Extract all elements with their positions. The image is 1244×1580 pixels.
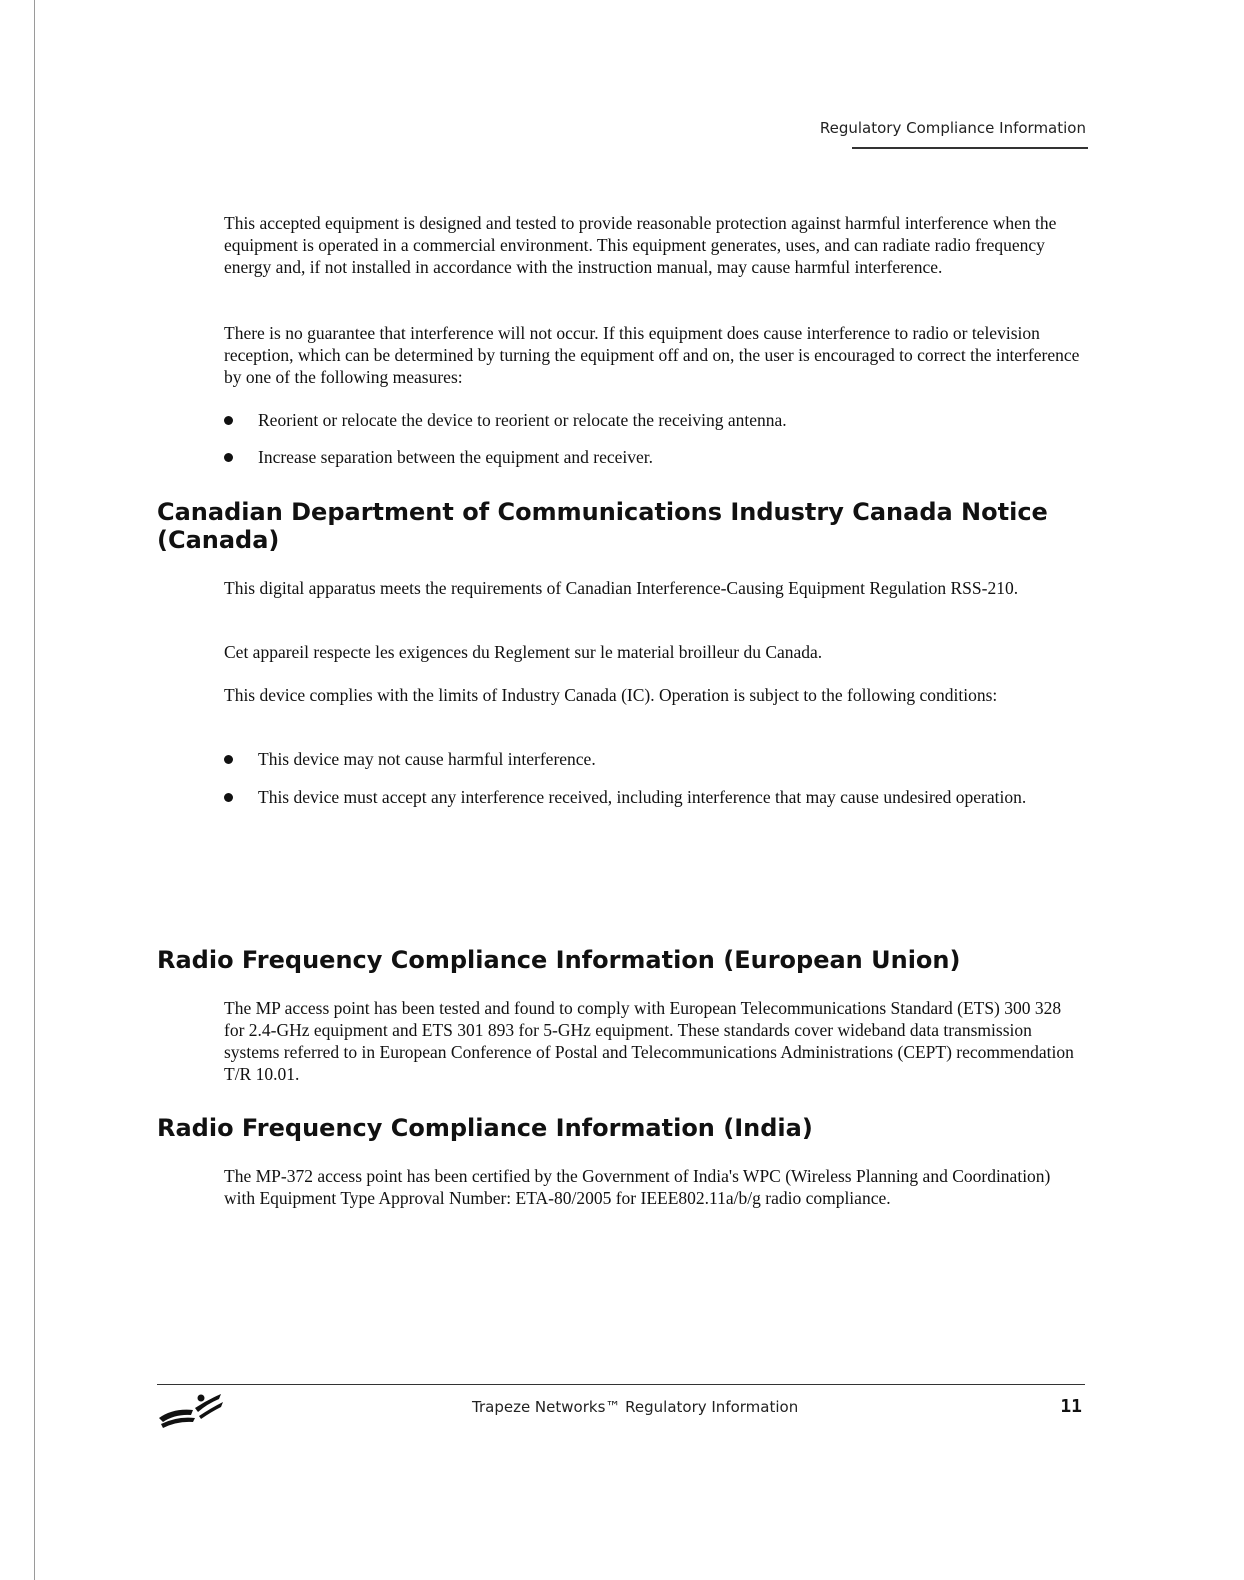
canada-bullet: This device may not cause harmful interference. — [224, 748, 1084, 770]
bullet-icon — [224, 416, 233, 425]
scan-edge-line — [34, 0, 35, 1580]
eu-heading: Radio Frequency Compliance Information (European Union) — [157, 946, 961, 974]
canada-bullet: This device must accept any interference received, including interference that may cause undesired operation. — [224, 786, 1084, 808]
page-number: 11 — [1060, 1396, 1082, 1417]
intro-bullet: Reorient or relocate the device to reorient or relocate the receiving antenna. — [224, 409, 1084, 431]
running-header: Regulatory Compliance Information — [819, 119, 1086, 137]
trapeze-logo-icon — [155, 1388, 225, 1428]
india-paragraph: The MP-372 access point has been certified by the Government of India's WPC (Wireless Planning and Coordination) with Equipment Type Approval Number: ETA-80/2005 for IEEE802.11a/b/g radio compliance. — [224, 1166, 1051, 1208]
eu-paragraph: The MP access point has been tested and found to comply with European Telecommunications Standard (ETS) 300 328 for 2.4-GHz equipment and ETS 301 893 for 5-GHz equipment. These standards cover wideband data transmission systems referred to in European Conference of Postal and Telecommunications Administrations (CEPT) recommendation T/R 10.01. — [224, 998, 1074, 1084]
bullet-icon — [224, 453, 233, 462]
bullet-icon — [224, 793, 233, 802]
header-rule — [852, 147, 1088, 149]
bullet-icon — [224, 755, 233, 764]
intro-paragraph-2: There is no guarantee that interference will not occur. If this equipment does cause interference to radio or television reception, which can be determined by turning the equipment off and on, the user is encouraged to correct the interference by one of the following measures: — [224, 323, 1080, 387]
india-heading: Radio Frequency Compliance Information (India) — [157, 1114, 813, 1142]
canada-paragraph-3: This device complies with the limits of Industry Canada (IC). Operation is subject to the following conditions: — [224, 685, 998, 705]
intro-paragraph-1: This accepted equipment is designed and tested to provide reasonable protection against harmful interference when the equipment is operated in a commercial environment. This equipment generates, uses, and can radiate radio frequency energy and, if not installed in accordance with the instruction manual, may cause harmful interference. — [224, 213, 1057, 277]
footer-title: Trapeze Networks™ Regulatory Information — [472, 1398, 799, 1416]
footer-rule — [157, 1384, 1085, 1385]
canada-paragraph-2: Cet appareil respecte les exigences du Reglement sur le material broilleur du Canada. — [224, 642, 823, 662]
canada-heading: Canadian Department of Communications Industry Canada Notice (Canada) — [157, 498, 1048, 554]
intro-bullet: Increase separation between the equipment and receiver. — [224, 446, 1084, 468]
canada-paragraph-1: This digital apparatus meets the requirements of Canadian Interference-Causing Equipment Regulation RSS-210. — [224, 578, 1019, 598]
